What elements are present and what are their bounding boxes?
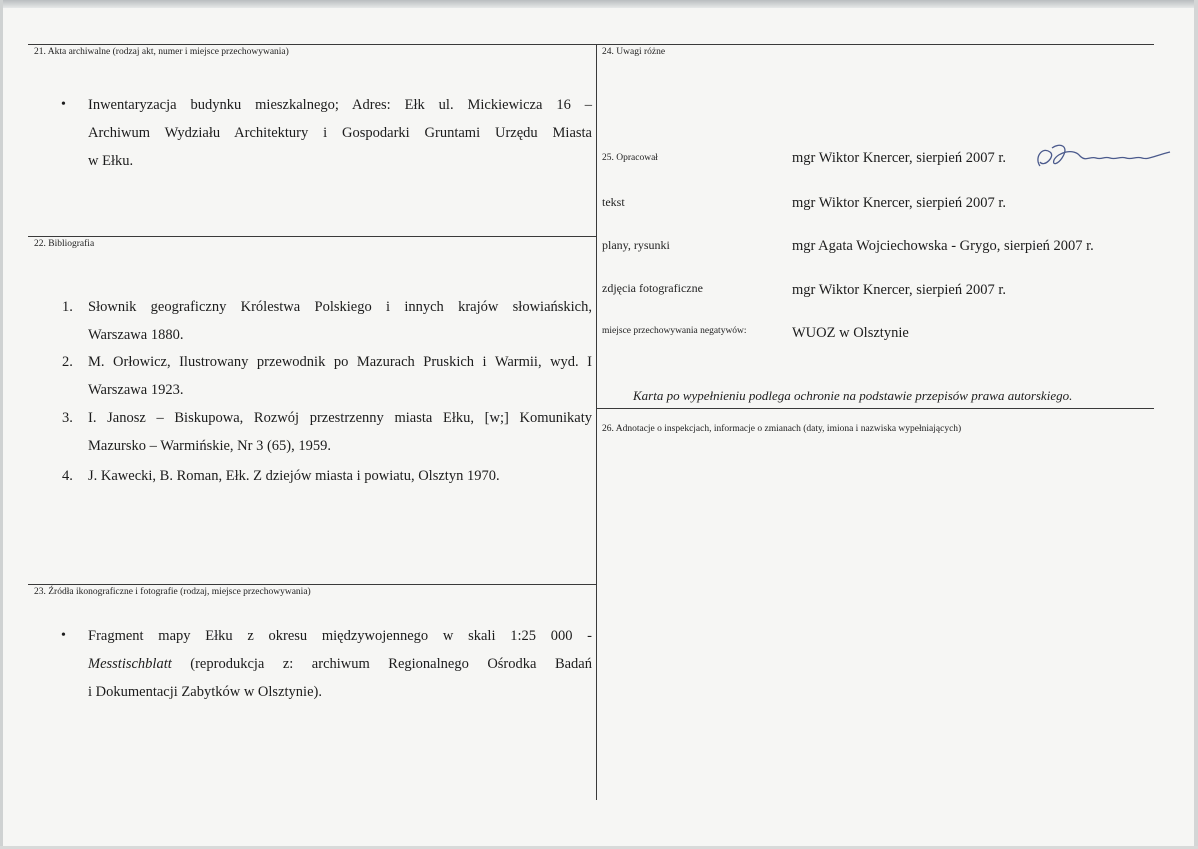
section-23-label: 23. Źródła ikonograficzne i fotografie (rodzaj, miejsce przechowywania): [34, 587, 311, 597]
divider-25-26: [596, 408, 1154, 409]
scan-edge-right: [1194, 0, 1198, 849]
archive-line-2: Archiwum Wydziału Architektury i Gospodarki Gruntami Urzędu Miasta: [88, 125, 592, 141]
center-divider: [596, 44, 597, 800]
bibliography-item-3-line-1: I. Janosz – Biskupowa, Rozwój przestrzenny miasta Ełku, [w;] Komunikaty: [88, 410, 592, 426]
bullet-icon: •: [61, 628, 66, 643]
photos-value: mgr Wiktor Knercer, sierpień 2007 r.: [792, 282, 1006, 298]
bibliography-item-2-line-2: Warszawa 1923.: [88, 382, 184, 398]
bibliography-item-1-line-2: Warszawa 1880.: [88, 327, 184, 343]
section-26-label: 26. Adnotacje o inspekcjach, informacje o zmianach (daty, imiona i nazwiska wypełniających): [602, 424, 962, 434]
scan-edge-top: [0, 0, 1198, 8]
negatives-storage-value: WUOZ w Olsztynie: [792, 325, 909, 341]
prepared-by-value: mgr Wiktor Knercer, sierpień 2007 r.: [792, 150, 1006, 166]
plans-label: plany, rysunki: [602, 238, 670, 252]
archive-line-1: Inwentaryzacja budynku mieszkalnego; Adres: Ełk ul. Mickiewicza 16 –: [88, 97, 592, 113]
archive-line-3: w Ełku.: [88, 153, 134, 169]
scan-edge-left: [0, 0, 3, 849]
photos-label: zdjęcia fotograficzne: [602, 281, 703, 295]
prepared-by-label: 25. Opracował: [602, 153, 658, 163]
iconography-line-1: Fragment mapy Ełku z okresu międzywojennego w skali 1:25 000 -: [88, 628, 592, 644]
messtischblatt-term: Messtischblatt: [88, 656, 172, 672]
iconography-line-2-rest: (reprodukcja z: archiwum Regionalnego Ośrodka Badań: [171, 656, 592, 672]
signature: [1030, 138, 1175, 178]
bullet-icon: •: [61, 97, 66, 112]
bibliography-item-3-line-2: Mazursko – Warmińskie, Nr 3 (65), 1959.: [88, 438, 332, 454]
bibliography-number: 3.: [62, 410, 73, 426]
iconography-line-2: [88, 650, 592, 678]
bibliography-item-1-line-1: Słownik geograficzny Królestwa Polskiego i innych krajów słowiańskich,: [88, 299, 592, 315]
bibliography-number: 2.: [62, 354, 73, 370]
bibliography-item-4-line-1: J. Kawecki, B. Roman, Ełk. Z dziejów miasta i powiatu, Olsztyn 1970.: [88, 468, 500, 484]
section-24-label: 24. Uwagi różne: [602, 47, 666, 57]
bibliography-number: 4.: [62, 468, 73, 484]
bibliography-item-2-line-1: M. Orłowicz, Ilustrowany przewodnik po Mazurach Pruskich i Warmii, wyd. I: [88, 354, 592, 370]
top-border-left: [28, 44, 596, 45]
section-22-label: 22. Bibliografia: [34, 239, 95, 249]
negatives-storage-label: miejsce przechowywania negatywów:: [602, 326, 747, 336]
copyright-note: Karta po wypełnieniu podlega ochronie na podstawie przepisów prawa autorskiego.: [633, 388, 1073, 403]
top-border-right: [596, 44, 1154, 45]
divider-21-22: [28, 236, 596, 237]
divider-22-23: [28, 584, 596, 585]
text-label: tekst: [602, 195, 625, 209]
bibliography-number: 1.: [62, 299, 73, 315]
text-value: mgr Wiktor Knercer, sierpień 2007 r.: [792, 195, 1006, 211]
section-21-label: 21. Akta archiwalne (rodzaj akt, numer i miejsce przechowywania): [34, 47, 289, 57]
iconography-line-3: i Dokumentacji Zabytków w Olsztynie).: [88, 684, 322, 700]
plans-value: mgr Agata Wojciechowska - Grygo, sierpień 2007 r.: [792, 238, 1094, 254]
